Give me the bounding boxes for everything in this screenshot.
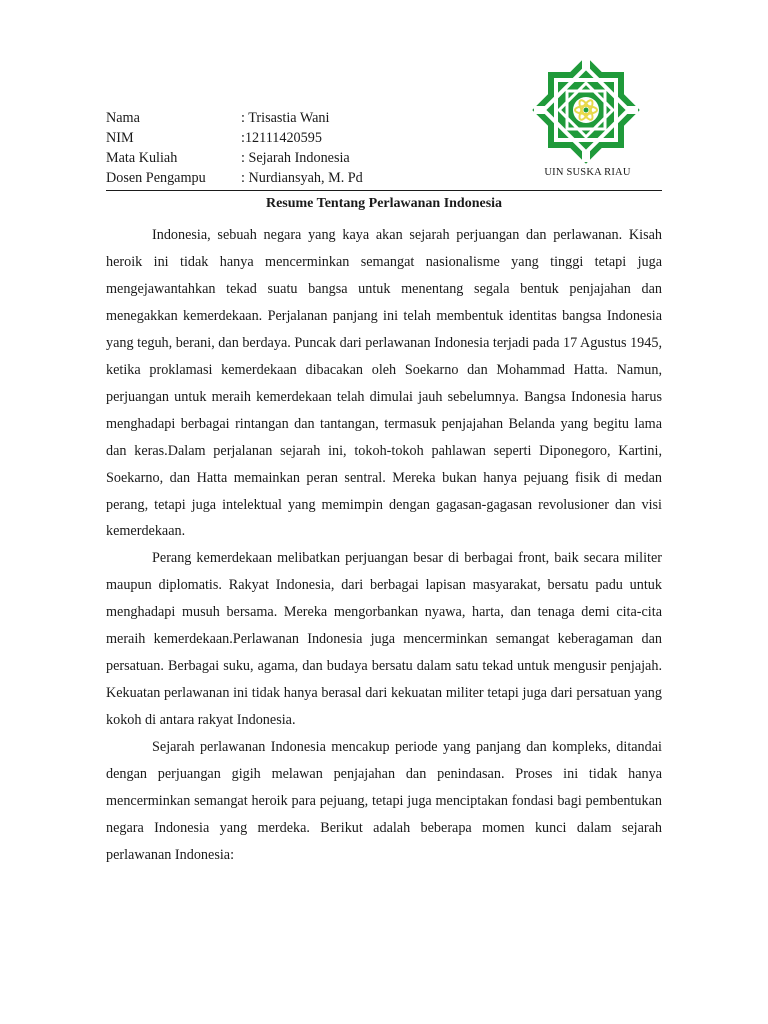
- student-identity-block: [106, 108, 466, 188]
- logo-caption: UIN SUSKA RIAU: [544, 167, 631, 178]
- identity-value: :12111420595: [241, 130, 322, 146]
- identity-row-nim: [106, 128, 466, 148]
- identity-label: NIM: [106, 130, 134, 146]
- identity-row-nama: [106, 108, 466, 128]
- identity-row-dosen: [106, 168, 466, 188]
- identity-value: : Trisastia Wani: [241, 110, 330, 126]
- identity-row-mata-kuliah: [106, 148, 466, 168]
- identity-value: : Nurdiansyah, M. Pd: [241, 170, 363, 186]
- identity-label: Nama: [106, 110, 140, 126]
- paragraph: Perang kemerdekaan melibatkan perjuangan besar di berbagai front, baik secara militer maupun diplomatis. Rakyat Indonesia, dari berbagai lapisan masyarakat, bersatu padu untuk menghadapi musuh bersama. Mereka mengorbankan nyawa, harta, dan tenaga demi cita-cita meraih kemerdekaan.Perlawanan Indonesia juga mencerminkan semangat keberagaman dan persatuan. Berbagai suku, agama, dan budaya bersatu dalam satu tekad untuk mengusir penjajah. Kekuatan perlawanan ini tidak hanya berasal dari kekuatan militer tetapi juga dari persatuan yang kokoh di antara rakyat Indonesia.: [106, 550, 662, 729]
- document-body: [106, 222, 662, 869]
- identity-label: Dosen Pengampu: [106, 170, 206, 186]
- identity-label: Mata Kuliah: [106, 150, 178, 166]
- paragraph: Sejarah perlawanan Indonesia mencakup periode yang panjang dan kompleks, ditandai dengan perjuangan gigih melawan penjajahan dan penindasan. Proses ini tidak hanya mencerminkan semangat heroik para pejuang, tetapi juga menciptakan fondasi bagi pembentukan negara Indonesia yang merdeka. Berikut adalah beberapa momen kunci dalam sejarah perlawanan Indonesia:: [106, 739, 662, 863]
- header-divider: [106, 190, 662, 191]
- document-title: Resume Tentang Perlawanan Indonesia: [265, 196, 503, 211]
- paragraph: Indonesia, sebuah negara yang kaya akan sejarah perjuangan dan perlawanan. Kisah heroik ini tidak hanya mencerminkan semangat nasionalisme yang tinggi tetapi juga mengejawantahkan tekad suatu bangsa untuk menentang segala bentuk penjajahan dan menegakkan kemerdekaan. Perjalanan panjang ini telah membentuk identitas bangsa Indonesia yang teguh, berani, dan berdaya. Puncak dari perlawanan Indonesia terjadi pada 17 Agustus 1945, ketika proklamasi kemerdekaan dibacakan oleh Soekarno dan Mohammad Hatta. Namun, perjuangan untuk meraih kemerdekaan telah dimulai jauh sebelumnya. Bangsa Indonesia harus menghadapi berbagai rintangan dan tantangan, termasuk penjajahan Belanda yang begitu lama dan keras.Dalam perjalanan sejarah ini, tokoh-tokoh pahlawan seperti Diponegoro, Kartini, Soekarno, dan Hatta memainkan peran sentral. Mereka bukan hanya pejuang fisik di medan perang, tetapi juga intelektual yang memimpin dengan gagasan-gagasan revolusioner dan visi kemerdekaan.: [106, 227, 662, 540]
- identity-value: : Sejarah Indonesia: [241, 150, 350, 166]
